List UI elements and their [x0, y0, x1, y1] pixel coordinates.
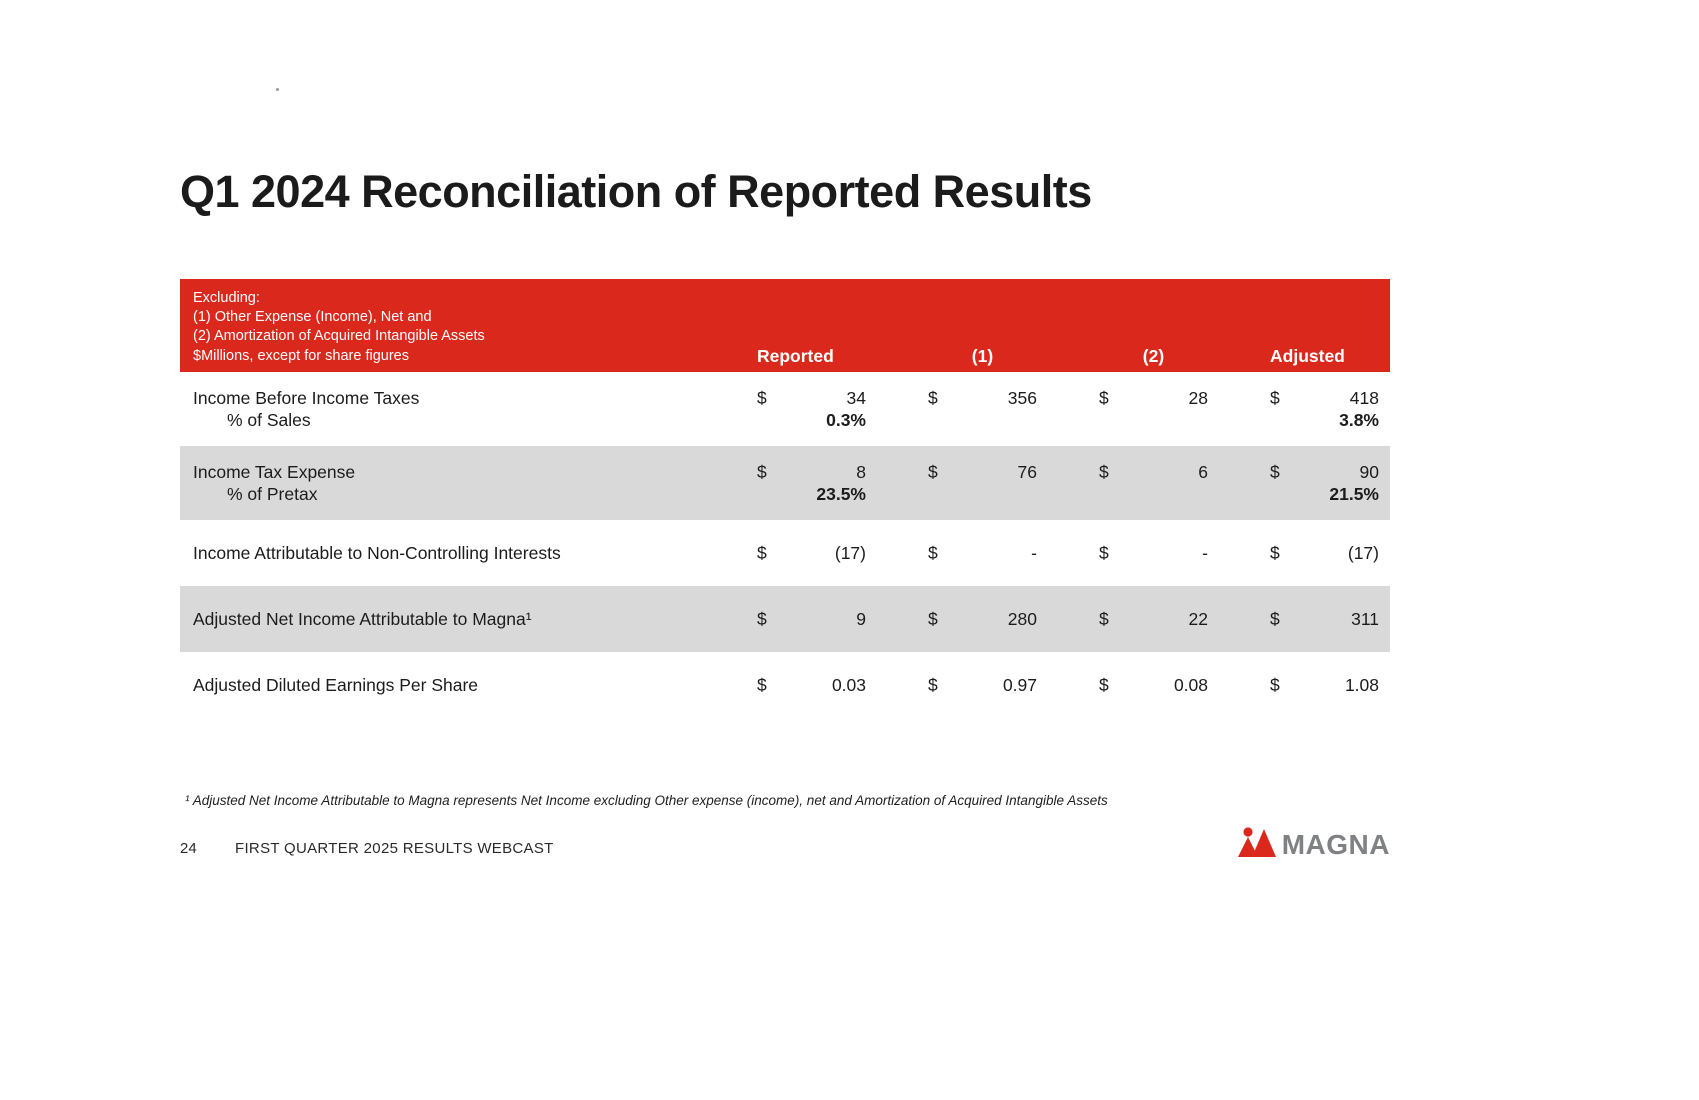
currency-symbol: $ — [1099, 609, 1109, 629]
currency-symbol: $ — [1099, 462, 1109, 482]
cell-amount: 34 — [846, 388, 866, 408]
table-cell — [757, 461, 866, 505]
slide-title: Q1 2024 Reconciliation of Reported Results — [180, 166, 1092, 217]
cell-amount: 0.03 — [831, 675, 866, 695]
currency-symbol: $ — [1270, 462, 1280, 482]
magna-logo-icon — [1237, 827, 1277, 862]
table-header-band — [180, 279, 1390, 372]
table-row — [180, 652, 1390, 718]
excluding-note-line: (1) Other Expense (Income), Net and — [193, 309, 432, 326]
footnote: ¹ Adjusted Net Income Attributable to Magna represents Net Income excluding Other expense (income), net and Amortization of Acquired Intangible Assets — [185, 793, 1108, 808]
table-cell — [1270, 608, 1379, 630]
cell-amount: - — [1202, 543, 1208, 563]
page-number: 24 — [180, 840, 197, 857]
row-label: Adjusted Diluted Earnings Per Share — [193, 675, 479, 695]
currency-symbol: $ — [1099, 675, 1109, 695]
cell-subpercent: 3.8% — [1339, 410, 1379, 430]
currency-symbol: $ — [1270, 609, 1280, 629]
currency-symbol: $ — [928, 462, 938, 482]
table-cell — [1099, 387, 1208, 431]
excluding-note-line: (2) Amortization of Acquired Intangible Assets — [193, 328, 485, 345]
currency-symbol: $ — [1270, 388, 1280, 408]
cell-amount: 8 — [856, 462, 866, 482]
table-cell — [1270, 387, 1379, 431]
magna-logo — [1237, 827, 1390, 862]
table-cell — [928, 674, 1037, 696]
row-label: Income Tax Expense — [193, 462, 356, 482]
footer-text: FIRST QUARTER 2025 RESULTS WEBCAST — [235, 840, 554, 857]
cell-amount: 1.08 — [1344, 675, 1379, 695]
table-cell — [928, 542, 1037, 564]
cell-amount: 28 — [1188, 388, 1208, 408]
currency-symbol: $ — [1099, 388, 1109, 408]
row-label: Income Before Income Taxes — [193, 388, 420, 408]
table-cell — [1270, 542, 1379, 564]
row-label: Income Attributable to Non-Controlling Interests — [193, 543, 561, 563]
table-cell — [1270, 674, 1379, 696]
table-cell — [1099, 461, 1208, 505]
currency-symbol: $ — [1270, 543, 1280, 563]
column-header-reported: Reported — [757, 345, 834, 366]
currency-symbol: $ — [757, 675, 767, 695]
cell-amount: 0.97 — [1002, 675, 1037, 695]
cell-amount: 90 — [1359, 462, 1379, 482]
magna-wordmark: MAGNA — [1281, 828, 1390, 860]
cell-amount: 76 — [1017, 462, 1037, 482]
cell-amount: 356 — [1007, 388, 1037, 408]
table-row — [180, 586, 1390, 652]
table-cell — [1099, 674, 1208, 696]
table-row — [180, 372, 1390, 446]
table-cell — [1099, 608, 1208, 630]
cell-subpercent: 0.3% — [826, 410, 866, 430]
table-row — [180, 446, 1390, 520]
table-cell — [1099, 542, 1208, 564]
cell-amount: 22 — [1188, 609, 1208, 629]
cell-amount: 311 — [1351, 609, 1379, 629]
table-cell — [757, 387, 866, 431]
cell-amount: (17) — [834, 543, 866, 563]
table-cell — [1270, 461, 1379, 505]
row-sublabel: % of Pretax — [227, 484, 318, 504]
currency-symbol: $ — [1270, 675, 1280, 695]
currency-symbol: $ — [928, 388, 938, 408]
row-label: Adjusted Net Income Attributable to Magna¹ — [193, 609, 532, 629]
cell-amount: 6 — [1198, 462, 1208, 482]
cell-subpercent: 21.5% — [1329, 484, 1379, 504]
table-cell — [928, 608, 1037, 630]
table-cell — [757, 674, 866, 696]
currency-symbol: $ — [757, 388, 767, 408]
column-header-adjusted: Adjusted — [1270, 345, 1345, 366]
currency-symbol: $ — [928, 609, 938, 629]
cell-subpercent: 23.5% — [816, 484, 866, 504]
currency-symbol: $ — [1099, 543, 1109, 563]
table-cell — [757, 608, 866, 630]
row-sublabel: % of Sales — [227, 410, 311, 430]
slide-footer — [180, 840, 554, 857]
excluding-note — [180, 289, 757, 366]
cell-amount: (17) — [1347, 543, 1379, 563]
currency-symbol: $ — [757, 609, 767, 629]
currency-symbol: $ — [928, 543, 938, 563]
table-cell — [928, 387, 1037, 431]
excluding-note-line: Excluding: — [193, 290, 260, 306]
currency-symbol: $ — [928, 675, 938, 695]
table-row — [180, 520, 1390, 586]
units-note-line: $Millions, except for share figures — [193, 347, 409, 364]
currency-symbol: $ — [757, 462, 767, 482]
stray-mark — [276, 88, 279, 91]
table-cell — [757, 542, 866, 564]
column-header-2: (2) — [1142, 345, 1165, 366]
table-cell — [928, 461, 1037, 505]
currency-symbol: $ — [757, 543, 767, 563]
cell-amount: - — [1031, 543, 1037, 563]
cell-amount: 418 — [1349, 388, 1379, 408]
reconciliation-table — [180, 279, 1390, 718]
cell-amount: 0.08 — [1173, 675, 1208, 695]
cell-amount: 280 — [1007, 609, 1037, 629]
column-header-1: (1) — [971, 345, 994, 366]
cell-amount: 9 — [856, 609, 866, 629]
